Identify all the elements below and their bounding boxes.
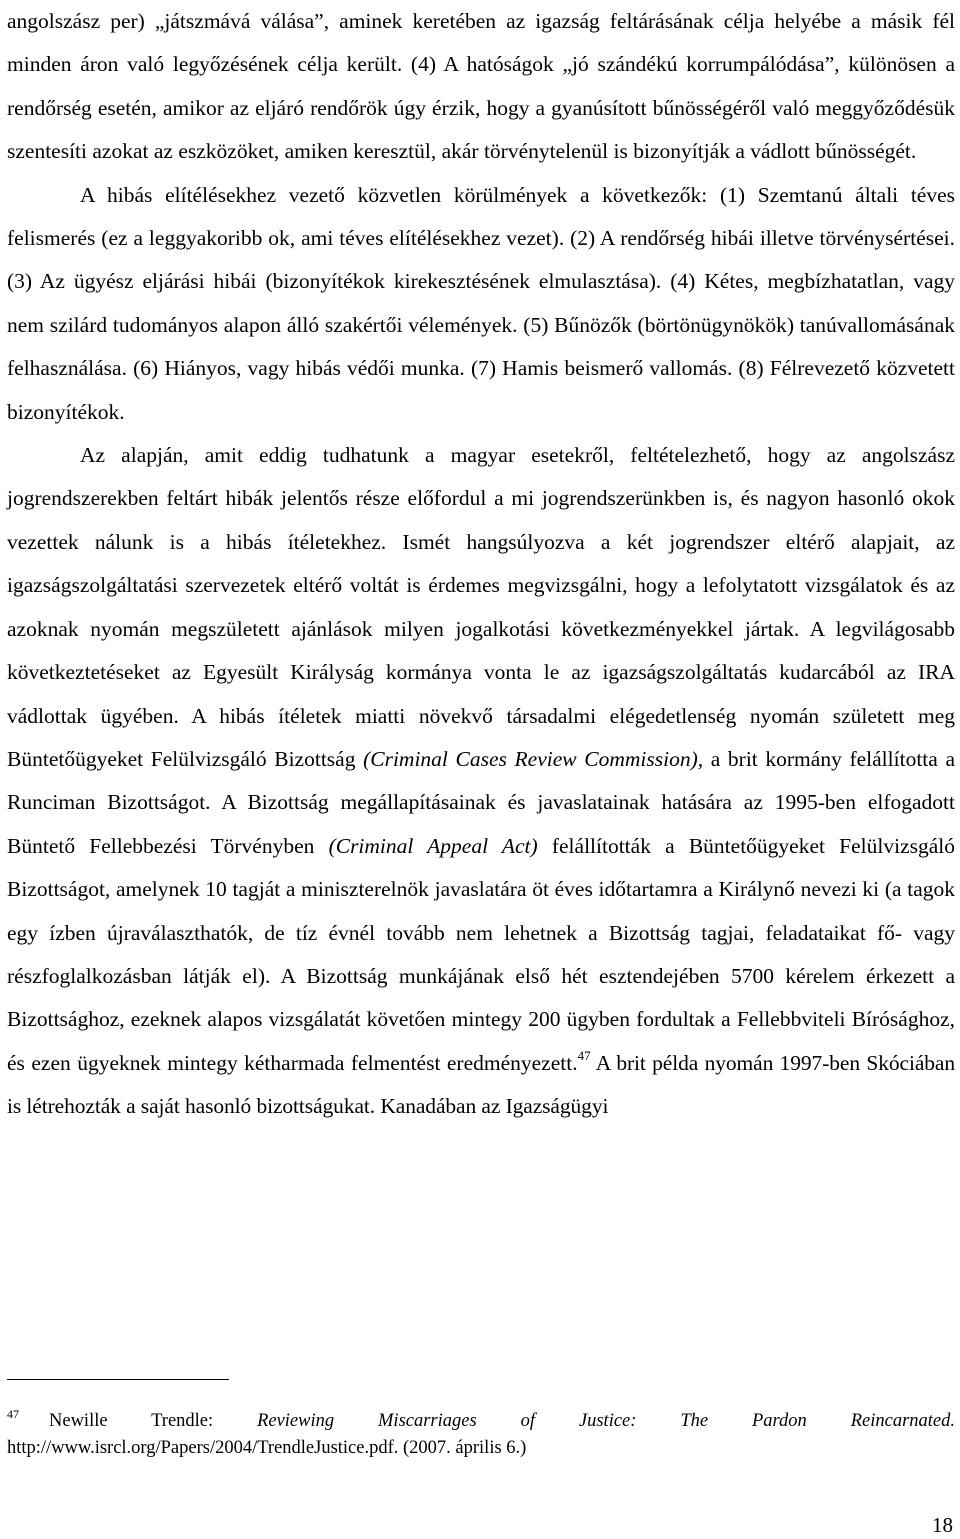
footnote-author: Newille Trendle: (49, 1411, 258, 1431)
footnote-reference: 47 (577, 1047, 591, 1063)
paragraph-causes: A hibás elítélésekhez vezető közvetlen körülmények a következők: (1) Szemtanú általi téves felismerés (ez a leggyakoribb ok, ami téves elítélésekhez vezet). (2) A rendőrség hibái illetve törvénysértései. (3) Az ügyész eljárási hibái (bizonyítékok kirekesztésének elmulasztása). (4) Kétes, megbízhatatlan, vagy nem szilárd tudományos alapon álló szakértői vélemények. (5) Bűnözők (börtönügynökök) tanúvallomásának felhasználása. (6) Hiányos, vagy hibás védői munka. (7) Hamis beismerő vallomás. (8) Félrevezető közvetett bizonyítékok. (7, 182, 955, 424)
paragraph-analysis-italic-1: (Criminal Cases Review Commission), (363, 746, 704, 771)
footnote (7, 1408, 955, 1461)
footnote-separator (7, 1379, 229, 1380)
page-number: 18 (932, 1513, 953, 1537)
paragraph-analysis-text-1: Az alapján, amit eddig tudhatunk a magyar esetekről, feltételezhető, hogy az angolszász jogrendszerekben feltárt hibák jelentős része előfordul a mi jogrendszerünkben is, és nagyon hasonló okok vezettek nálunk is a hibás ítéletekhez. Ismét hangsúlyozva a két jogrendszer eltérő alapjait, az igazságszolgáltatási szervezetek eltérő voltát is érdemes megvizsgálni, hogy a lefolytatott vizsgálatok és az azoknak nyomán megszületett ajánlások milyen jogalkotási következményekkel jártak. A legvilágosabb következtetéseket az Egyesült Királyság kormánya vonta le az igazságszolgáltatás kudarcából az IRA vádlottak ügyében. A hibás ítéletek miatti növekvő társadalmi elégedetlenség nyomán született meg Büntetőügyeket Felülvizsgáló Bizottság (7, 443, 955, 771)
paragraph-analysis-italic-2: (Criminal Appeal Act) (328, 833, 538, 858)
paragraph-analysis-text-4: A brit példa nyomán 1997-ben Skóciában is létrehozták a saját hasonló bizottságukat. Kanadában az Igazságügyi (7, 1050, 956, 1119)
footnote-source: http://www.isrcl.org/Papers/2004/TrendleJustice.pdf. (2007. április 6.) (7, 1438, 527, 1458)
paragraph-analysis-text-3: felállították a Büntetőügyeket Felülvizsgáló Bizottságot, amelynek 10 tagját a miniszterelnök javaslatára öt éves időtartamra a Királynő nevezi ki (a tagok egy ízben újraválaszthatók, de tíz évnél tovább nem lehetnek a Bizottság tagjai, feladataikat fő- vagy részfoglalkozásban látják el). A Bizottság munkájának első hét esztendejében 5700 kérelem érkezett a Bizottsághoz, ezeknek alapos vizsgálatát követően mintegy 200 ügyben fordultak a Fellebbviteli Bírósághoz, és ezen ügyeknek mintegy kétharmada felmentést eredményezett. (7, 833, 956, 1075)
paragraph-continued: angolszász per) „játszmává válása”, aminek keretében az igazság feltárásának célja helyébe a másik fél minden áron való legyőzésének célja került. (4) A hatóságok „jó szándékú korrumpálódása”, különösen a rendőrség esetén, amikor az eljáró rendőrök úgy érzik, hogy a gyanúsított bűnösségéről való meggyőződésük szentesíti azokat az eszközöket, amiken keresztül, akár törvénytelenül is bizonyítják a vádlott bűnösségét. (7, 9, 955, 164)
paragraph-analysis (7, 434, 955, 1129)
footnote-number: 47 (7, 1407, 19, 1421)
paragraph-analysis-text-2: a brit kormány felállította a Runciman Bizottságot. A Bizottság megállapításainak és javaslatainak hatására az 1995-ben elfogadott Büntető Fellebbezési Törvényben (7, 746, 955, 858)
footnote-title: Reviewing Miscarriages of Justice: The Pardon Reincarnated. (257, 1411, 955, 1431)
body-text (7, 0, 955, 1129)
